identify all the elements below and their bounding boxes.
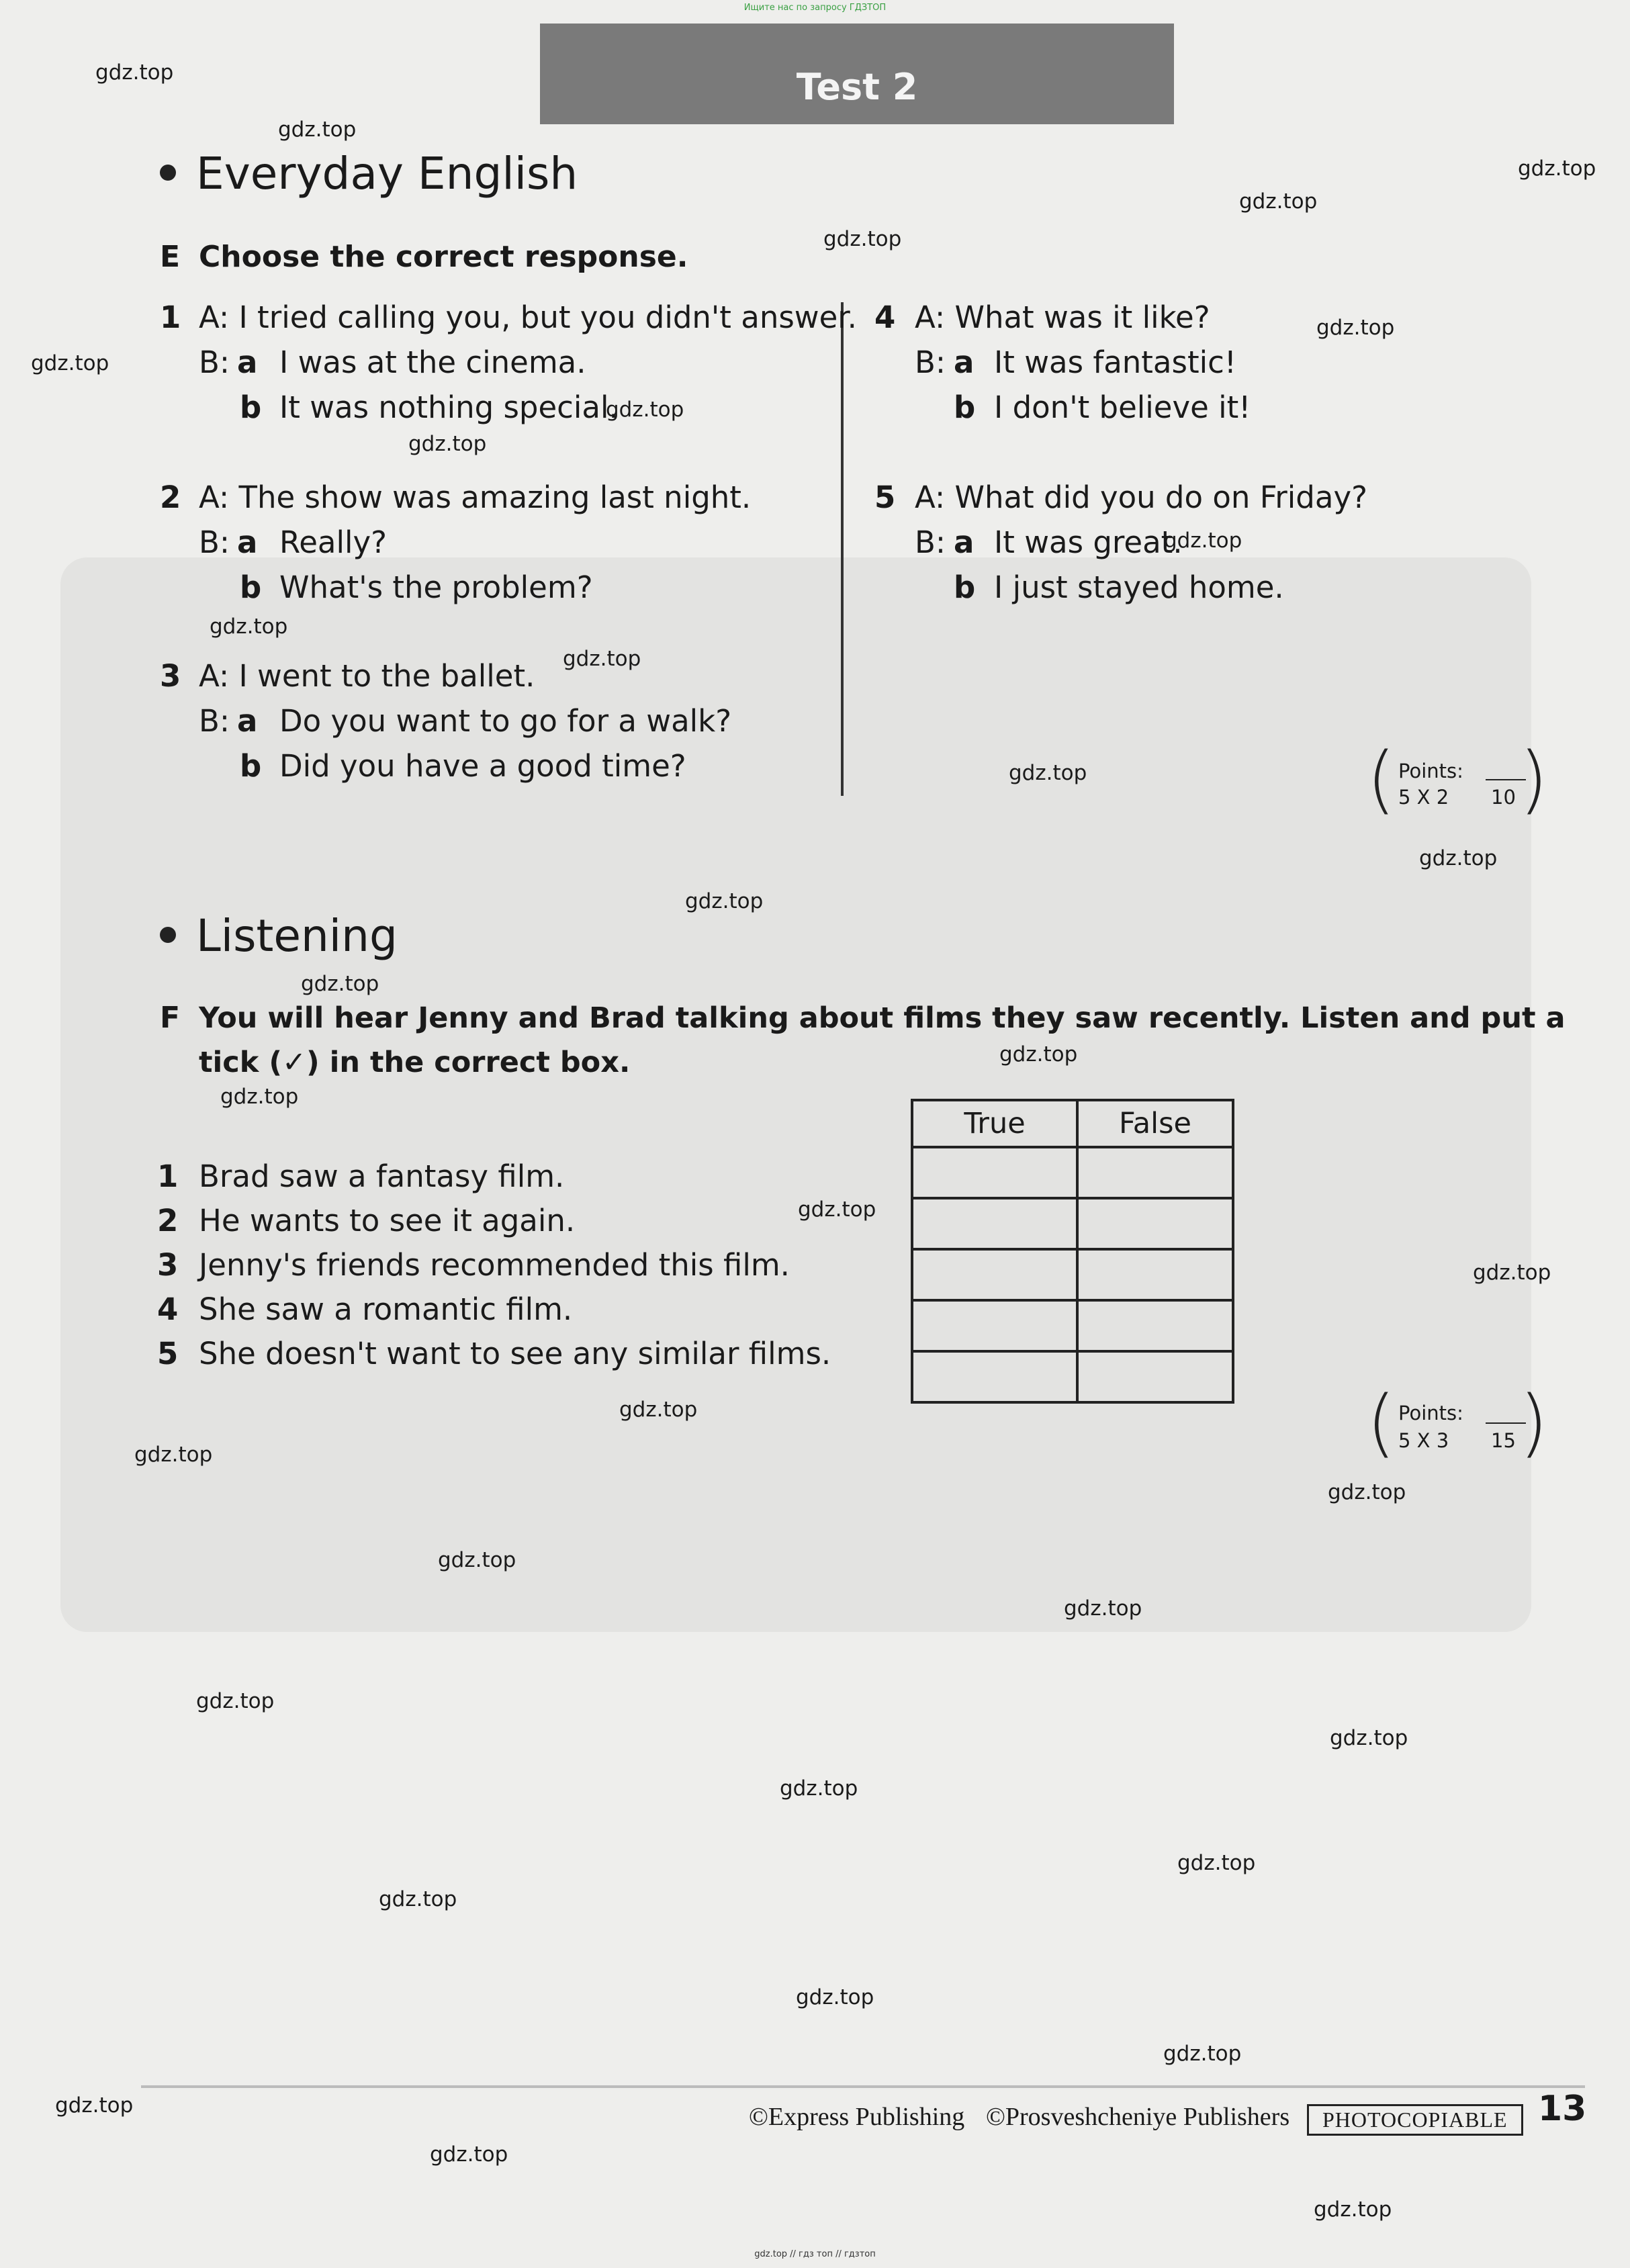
question-4-option-b-letter: b bbox=[954, 390, 976, 425]
watermark: gdz.top bbox=[1314, 2197, 1392, 2222]
table-row bbox=[912, 1351, 1233, 1402]
watermark: gdz.top bbox=[1330, 1726, 1408, 1750]
question-5-a: A: What did you do on Friday? bbox=[915, 480, 1367, 515]
question-4-option-a-letter: a bbox=[954, 345, 975, 380]
false-column-header: False bbox=[1077, 1100, 1233, 1147]
points-label-e: Points: bbox=[1398, 760, 1463, 782]
question-1 bbox=[160, 300, 181, 335]
watermark: gdz.top bbox=[1316, 316, 1395, 340]
statement-4-number: 4 bbox=[157, 1291, 179, 1327]
points-total-f: 15 bbox=[1491, 1429, 1516, 1452]
statement-5-number: 5 bbox=[157, 1336, 179, 1371]
question-3-option-a: Do you want to go for a walk? bbox=[279, 703, 732, 739]
section-heading-everyday-english bbox=[160, 148, 578, 199]
statement-3: Jenny's friends recommended this film. bbox=[199, 1247, 790, 1283]
bottom-note: gdz.top // гдз топ // гдзтоп bbox=[754, 2249, 876, 2259]
question-3-a: A: I went to the ballet. bbox=[199, 658, 535, 694]
watermark: gdz.top bbox=[999, 1042, 1078, 1067]
watermark: gdz.top bbox=[31, 351, 109, 375]
footer-rule bbox=[141, 2085, 1585, 2088]
points-bracket-right: ) bbox=[1519, 1379, 1548, 1465]
heading-text: Listening bbox=[196, 910, 398, 962]
watermark: gdz.top bbox=[95, 60, 174, 85]
question-3-b-label: B: bbox=[199, 703, 230, 739]
watermark: gdz.top bbox=[379, 1887, 457, 1911]
watermark: gdz.top bbox=[823, 227, 902, 251]
question-1-b-label: B: bbox=[199, 345, 230, 380]
section-heading-listening bbox=[160, 910, 398, 962]
points-total-e: 10 bbox=[1491, 786, 1516, 809]
question-4-a: A: What was it like? bbox=[915, 300, 1210, 335]
exercise-e-instruction: Choose the correct response. bbox=[199, 240, 688, 274]
watermark: gdz.top bbox=[1064, 1596, 1142, 1621]
test-title-bar bbox=[540, 24, 1174, 124]
watermark: gdz.top bbox=[1473, 1261, 1551, 1285]
points-calc-f: 5 X 3 bbox=[1398, 1429, 1449, 1452]
question-3-option-b: Did you have a good time? bbox=[279, 748, 686, 784]
true-false-table bbox=[911, 1099, 1234, 1404]
statement-3-number: 3 bbox=[157, 1247, 179, 1283]
question-2-option-b: What's the problem? bbox=[279, 570, 593, 605]
true-column-header: True bbox=[912, 1100, 1077, 1147]
question-2-number: 2 bbox=[160, 480, 181, 515]
question-4-option-a: It was fantastic! bbox=[994, 345, 1236, 380]
test-title: Test 2 bbox=[796, 66, 918, 108]
watermark: gdz.top bbox=[1164, 529, 1242, 553]
statement-4: She saw a romantic film. bbox=[199, 1291, 573, 1327]
page-number: 13 bbox=[1538, 2089, 1587, 2129]
question-2-option-b-letter: b bbox=[240, 570, 262, 605]
question-3-option-a-letter: a bbox=[237, 703, 258, 739]
false-box-1[interactable] bbox=[1077, 1147, 1233, 1198]
question-2-b-label: B: bbox=[199, 525, 230, 560]
bullet-icon bbox=[160, 927, 176, 943]
question-4-option-b: I don't believe it! bbox=[994, 390, 1251, 425]
watermark: gdz.top bbox=[134, 1443, 213, 1467]
question-5-b-label: B: bbox=[915, 525, 946, 560]
watermark: gdz.top bbox=[619, 1398, 698, 1422]
watermark: gdz.top bbox=[685, 889, 764, 913]
question-2-option-a-letter: a bbox=[237, 525, 258, 560]
true-box-5[interactable] bbox=[912, 1351, 1077, 1402]
question-5-option-a: It was great. bbox=[994, 525, 1183, 560]
watermark: gdz.top bbox=[210, 615, 288, 639]
question-5-number: 5 bbox=[874, 480, 896, 515]
true-box-2[interactable] bbox=[912, 1198, 1077, 1249]
points-label-f: Points: bbox=[1398, 1402, 1463, 1424]
top-search-note: Ищите нас по запросу ГДЗТОП bbox=[743, 3, 887, 13]
question-5-option-b: I just stayed home. bbox=[994, 570, 1284, 605]
table-row bbox=[912, 1198, 1233, 1249]
question-1-option-a: I was at the cinema. bbox=[279, 345, 586, 380]
points-calc-e: 5 X 2 bbox=[1398, 786, 1449, 809]
statement-2-number: 2 bbox=[157, 1203, 179, 1238]
table-row bbox=[912, 1300, 1233, 1351]
watermark: gdz.top bbox=[220, 1085, 299, 1109]
watermark: gdz.top bbox=[430, 2142, 508, 2167]
bullet-icon bbox=[160, 165, 176, 181]
watermark: gdz.top bbox=[1328, 1480, 1406, 1504]
publisher-express: ©Express Publishing bbox=[749, 2103, 965, 2131]
false-box-4[interactable] bbox=[1077, 1300, 1233, 1351]
points-bracket-left: ( bbox=[1367, 1379, 1396, 1465]
exercise-letter-e: E bbox=[160, 240, 181, 274]
question-1-option-b: It was nothing special. bbox=[279, 390, 619, 425]
true-box-4[interactable] bbox=[912, 1300, 1077, 1351]
question-2-a: A: The show was amazing last night. bbox=[199, 480, 752, 515]
photocopiable-badge: PHOTOCOPIABLE bbox=[1307, 2104, 1523, 2136]
question-5-option-b-letter: b bbox=[954, 570, 976, 605]
watermark: gdz.top bbox=[1163, 2042, 1242, 2066]
question-1-a: A: I tried calling you, but you didn't answer. bbox=[199, 300, 857, 335]
false-box-3[interactable] bbox=[1077, 1249, 1233, 1300]
watermark: gdz.top bbox=[438, 1548, 516, 1572]
watermark: gdz.top bbox=[1239, 189, 1318, 214]
watermark: gdz.top bbox=[780, 1776, 858, 1801]
points-bracket-right: ) bbox=[1519, 736, 1548, 822]
statement-1-number: 1 bbox=[157, 1159, 179, 1194]
heading-text: Everyday English bbox=[196, 148, 578, 199]
column-divider bbox=[841, 302, 844, 796]
statement-2: He wants to see it again. bbox=[199, 1203, 576, 1238]
watermark: gdz.top bbox=[796, 1985, 874, 2009]
question-3-number: 3 bbox=[160, 658, 181, 694]
true-box-3[interactable] bbox=[912, 1249, 1077, 1300]
watermark: gdz.top bbox=[55, 2093, 134, 2118]
question-1-option-a-letter: a bbox=[237, 345, 258, 380]
exercise-letter-f: F bbox=[160, 1001, 181, 1035]
false-box-2[interactable] bbox=[1077, 1198, 1233, 1249]
statement-5: She doesn't want to see any similar films. bbox=[199, 1336, 831, 1371]
table-row bbox=[912, 1147, 1233, 1198]
watermark: gdz.top bbox=[798, 1197, 876, 1222]
question-4-number: 4 bbox=[874, 300, 896, 335]
watermark: gdz.top bbox=[196, 1689, 275, 1713]
watermark: gdz.top bbox=[408, 432, 487, 456]
table-row bbox=[912, 1249, 1233, 1300]
question-3-option-b-letter: b bbox=[240, 748, 262, 784]
question-4-b-label: B: bbox=[915, 345, 946, 380]
watermark: gdz.top bbox=[1009, 761, 1087, 785]
question-2-option-a: Really? bbox=[279, 525, 388, 560]
watermark: gdz.top bbox=[278, 118, 357, 142]
watermark: gdz.top bbox=[563, 647, 641, 671]
question-5-option-a-letter: a bbox=[954, 525, 975, 560]
watermark: gdz.top bbox=[1177, 1851, 1256, 1875]
watermark: gdz.top bbox=[1419, 846, 1498, 870]
watermark: gdz.top bbox=[301, 972, 379, 996]
watermark: gdz.top bbox=[606, 398, 684, 422]
exercise-f-instruction-line-1: You will hear Jenny and Brad talking about films they saw recently. Listen and put a bbox=[199, 1001, 1566, 1035]
false-box-5[interactable] bbox=[1077, 1351, 1233, 1402]
question-1-option-b-letter: b bbox=[240, 390, 262, 425]
publisher-prosveshcheniye: ©Prosveshcheniye Publishers bbox=[986, 2103, 1290, 2131]
watermark: gdz.top bbox=[1518, 156, 1596, 181]
exercise-f-instruction-line-2: tick (✓) in the correct box. bbox=[199, 1046, 631, 1079]
points-bracket-left: ( bbox=[1367, 736, 1396, 822]
question-number: 1 bbox=[160, 300, 181, 335]
true-box-1[interactable] bbox=[912, 1147, 1077, 1198]
statement-1: Brad saw a fantasy film. bbox=[199, 1159, 565, 1194]
